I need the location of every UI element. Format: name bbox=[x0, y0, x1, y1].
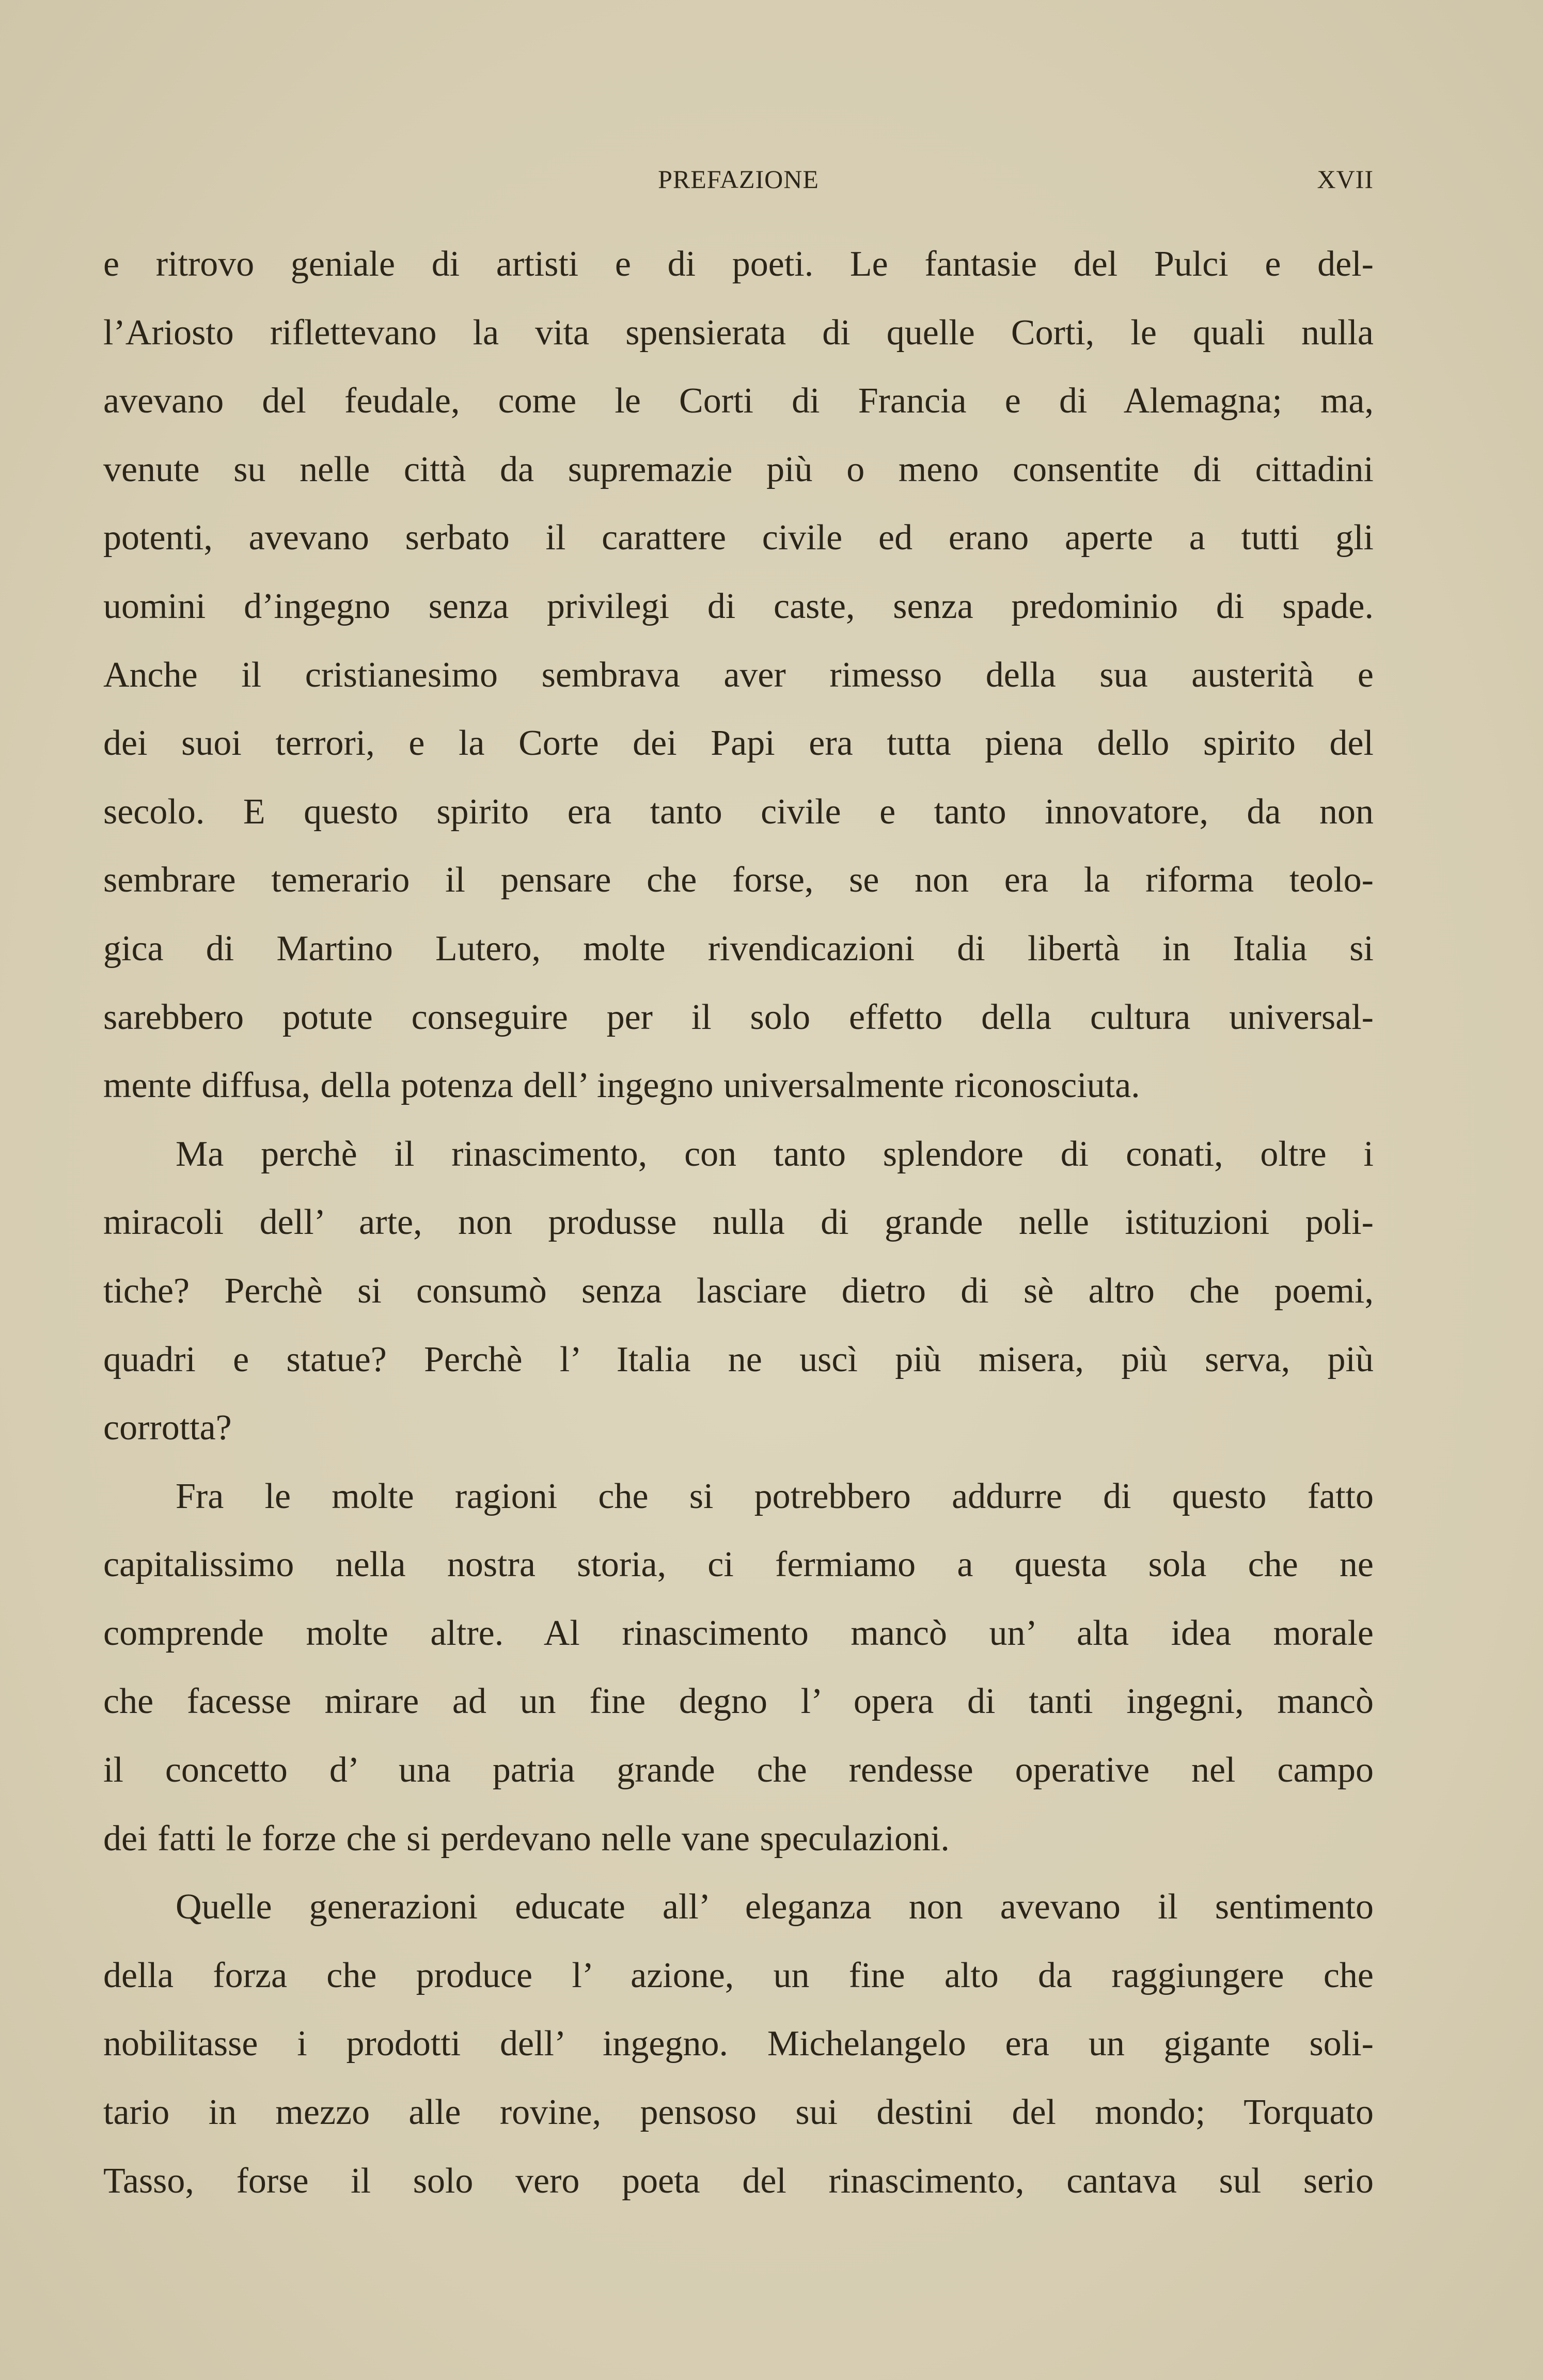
text-line: corrotta? bbox=[103, 1408, 232, 1448]
text-line: uomini d’ingegno senza privilegi di caste, senza predominio di spade. bbox=[103, 586, 1374, 626]
body-text bbox=[103, 230, 1374, 2215]
text-line: miracoli dell’ arte, non produsse nulla di grande nelle istituzioni poli- bbox=[103, 1202, 1374, 1243]
text-line: che facesse mirare ad un fine degno l’ opera di tanti ingegni, mancò bbox=[103, 1681, 1374, 1722]
text-line: avevano del feudale, come le Corti di Francia e di Alemagna; ma, bbox=[103, 381, 1374, 421]
text-line: potenti, avevano serbato il carattere civile ed erano aperte a tutti gli bbox=[103, 518, 1374, 558]
text-line: della forza che produce l’ azione, un fine alto da raggiungere che bbox=[103, 1955, 1374, 1995]
text-line: dei fatti le forze che si perdevano nelle vane speculazioni. bbox=[103, 1818, 950, 1859]
text-line: gica di Martino Lutero, molte rivendicazioni di libertà in Italia si bbox=[103, 928, 1374, 969]
text-line: Anche il cristianesimo sembrava aver rimesso della sua austerità e bbox=[103, 655, 1374, 695]
text-line: sembrare temerario il pensare che forse, se non era la riforma teolo- bbox=[103, 860, 1374, 900]
text-line: venute su nelle città da supremazie più o meno consentite di cittadini bbox=[103, 449, 1374, 489]
text-line: comprende molte altre. Al rinascimento mancò un’ alta idea morale bbox=[103, 1613, 1374, 1653]
text-line: Tasso, forse il solo vero poeta del rinascimento, cantava sul serio bbox=[103, 2161, 1374, 2201]
text-line: sarebbero potute conseguire per il solo effetto della cultura universal- bbox=[103, 997, 1374, 1037]
text-line: capitalissimo nella nostra storia, ci fermiamo a questa sola che ne bbox=[103, 1545, 1374, 1585]
text-line: tario in mezzo alle rovine, pensoso sui destini del mondo; Torquato bbox=[103, 2092, 1374, 2133]
paragraph-first-line: Fra le molte ragioni che si potrebbero addurre di questo fatto bbox=[176, 1476, 1374, 1516]
text-line: e ritrovo geniale di artisti e di poeti. Le fantasie del Pulci e del- bbox=[103, 244, 1374, 284]
text-line: tiche? Perchè si consumò senza lasciare dietro di sè altro che poemi, bbox=[103, 1271, 1374, 1311]
text-line: secolo. E questo spirito era tanto civile e tanto innovatore, da non bbox=[103, 791, 1374, 832]
paragraph-first-line: Ma perchè il rinascimento, con tanto splendore di conati, oltre i bbox=[176, 1134, 1374, 1174]
running-head bbox=[103, 164, 1374, 195]
text-line: mente diffusa, della potenza dell’ ingegno universalmente riconosciuta. bbox=[103, 1066, 1140, 1106]
paragraph-first-line: Quelle generazioni educate all’ eleganza non avevano il sentimento bbox=[176, 1887, 1374, 1927]
running-title: PREFAZIONE bbox=[658, 165, 819, 194]
text-line: dei suoi terrori, e la Corte dei Papi era tutta piena dello spirito del bbox=[103, 723, 1374, 764]
page-number: XVII bbox=[1317, 165, 1374, 194]
text-line: quadri e statue? Perchè l’ Italia ne uscì più misera, più serva, più bbox=[103, 1339, 1374, 1379]
text-line: il concetto d’ una patria grande che rendesse operative nel campo bbox=[103, 1750, 1374, 1790]
text-line: l’Ariosto riflettevano la vita spensierata di quelle Corti, le quali nulla bbox=[103, 312, 1374, 353]
text-line: nobilitasse i prodotti dell’ ingegno. Michelangelo era un gigante soli- bbox=[103, 2024, 1374, 2064]
